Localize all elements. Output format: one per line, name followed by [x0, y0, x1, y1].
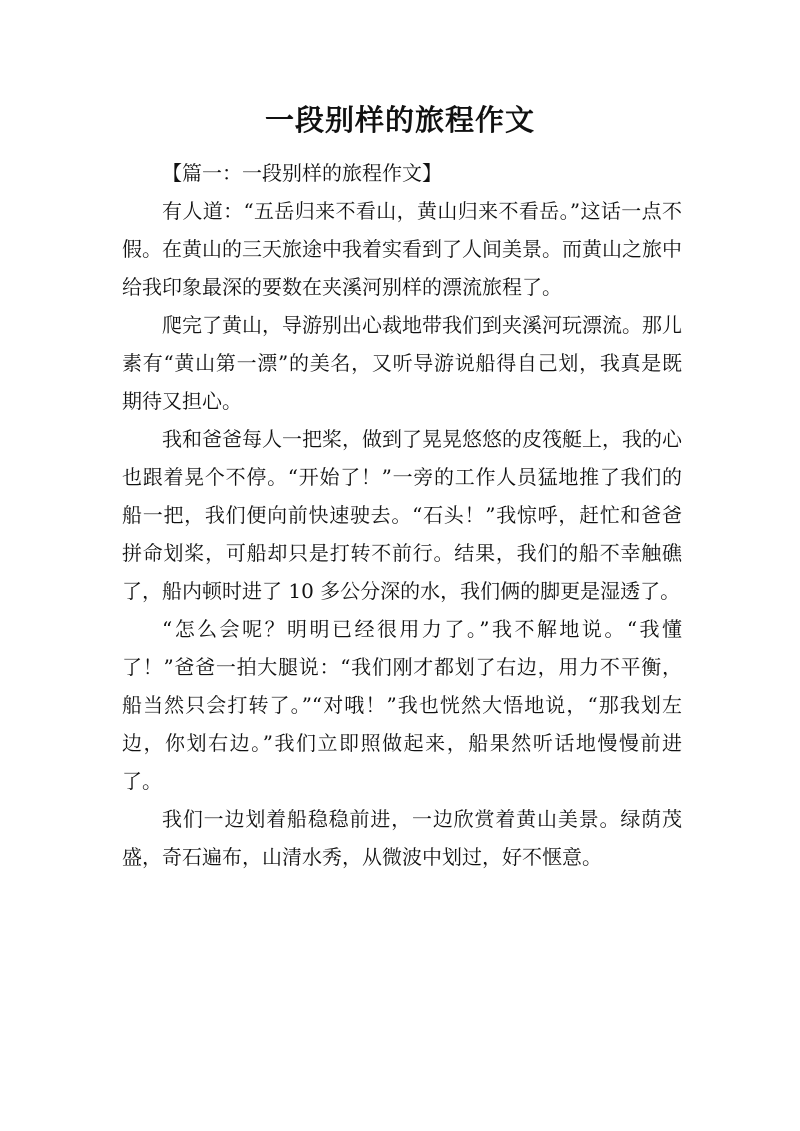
- document-body: [122, 154, 682, 876]
- section-heading: 【篇一：一段别样的旅程作文】: [162, 161, 442, 185]
- paragraph-5: 我们一边划着船稳稳前进，一边欣赏着黄山美景。绿荫茂盛，奇石遍布，山清水秀，从微波中划过，好不惬意。: [122, 807, 682, 869]
- document-title: 一段别样的旅程作文: [264, 103, 535, 137]
- paragraph-3: 我和爸爸每人一把桨，做到了晃晃悠悠的皮筏艇上，我的心也跟着晃个不停。“开始了！”一旁的工作人员猛地推了我们的船一把，我们便向前快速驶去。“石头！”我惊呼，赶忙和爸爸拼命划桨，可船却只是打转不前行。结果，我们的船不幸触礁了，船内顿时进了 10 多公分深的水，我们俩的脚更是湿透了。: [122, 427, 682, 603]
- paragraph-1: 有人道：“五岳归来不看山，黄山归来不看岳。”这话一点不假。在黄山的三天旅途中我着实看到了人间美景。而黄山之旅中给我印象最深的要数在夹溪河别样的漂流旅程了。: [122, 199, 682, 299]
- paragraph-4: “怎么会呢？明明已经很用力了。”我不解地说。“我懂了！”爸爸一拍大腿说：“我们刚才都划了右边，用力不平衡，船当然只会打转了。”“对哦！”我也恍然大悟地说，“那我划左边，你划右边。”我们立即照做起来，船果然听话地慢慢前进了。: [122, 617, 682, 793]
- paragraph-2: 爬完了黄山，导游别出心裁地带我们到夹溪河玩漂流。那儿素有“黄山第一漂”的美名，又听导游说船得自己划，我真是既期待又担心。: [122, 313, 682, 413]
